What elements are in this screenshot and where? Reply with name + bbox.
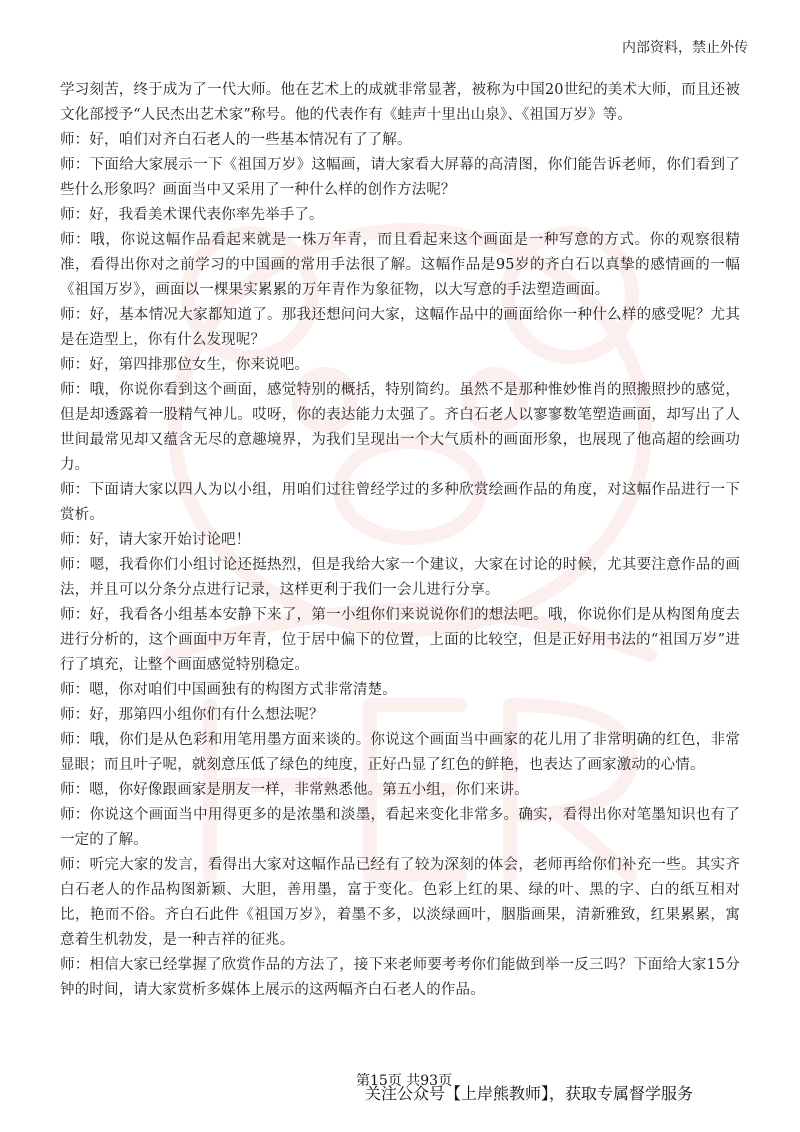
confidential-note: 内部资料，禁止外传 xyxy=(622,40,748,56)
paragraph: 师：好，请大家开始讨论吧！ xyxy=(60,532,251,548)
paragraph: 师：你说这个画面当中用得更多的是浓墨和淡墨，看起来变化非常多。确实，看得出你对笔墨知识也有了一定的了解。 xyxy=(60,807,740,848)
paragraph: 师：相信大家已经掌握了欣赏作品的方法了，接下来老师要考考你们能做到举一反三吗？下面给大家15分钟的时间，请大家赏析多媒体上展示的这两幅齐白石老人的作品。 xyxy=(60,957,740,998)
paragraph: 师：哦，你说这幅作品看起来就是一株万年青，而且看起来这个画面是一种写意的方式。你的观察很精准，看得出你对之前学习的中国画的常用手法很了解。这幅作品是95岁的齐白石以真挚的感情画的一幅《祖国万岁》，画面以一棵果实累累的万年青作为象征物，以大写意的手法塑造画面。 xyxy=(60,232,740,298)
paragraph: 师：好，咱们对齐白石老人的一些基本情况有了了解。 xyxy=(60,132,412,148)
promo-footer: 关注公众号【上岸熊教师】，获取专属督学服务 xyxy=(365,1084,694,1103)
paragraph: 师：下面请大家以四人为以小组，用咱们过往曾经学过的多种欣赏绘画作品的角度，对这幅作品进行一下赏析。 xyxy=(60,482,740,523)
paragraph: 师：好，那第四小组你们有什么想法呢？ xyxy=(60,707,324,723)
document-body xyxy=(60,78,740,1003)
paragraph: 师：哦，你们是从色彩和用笔用墨方面来谈的。你说这个画面当中画家的花儿用了非常明确的红色，非常显眼；而且叶子呢，就刻意压低了绿色的纯度，正好凸显了红色的鲜艳，也表达了画家激动的心情。 xyxy=(60,732,740,773)
paragraph: 师：好，第四排那位女生，你来说吧。 xyxy=(60,357,310,373)
paragraph: 师：好，基本情况大家都知道了。那我还想问问大家，这幅作品中的画面给你一种什么样的感受呢？尤其是在造型上，你有什么发现呢？ xyxy=(60,307,740,348)
paragraph: 师：下面给大家展示一下《祖国万岁》这幅画，请大家看大屏幕的高清图，你们能告诉老师，你们看到了些什么形象吗？画面当中又采用了一种什么样的创作方法呢？ xyxy=(60,157,740,198)
paragraph: 师：听完大家的发言，看得出大家对这幅作品已经有了较为深刻的体会，老师再给你们补充一些。其实齐白石老人的作品构图新颖、大胆，善用墨，富于变化。色彩上红的果、绿的叶、黑的字、白的纸互相对比，艳而不俗。齐白石此件《祖国万岁》，着墨不多，以淡绿画叶，胭脂画果，清新雅致，红果累累，寓意着生机勃发，是一种吉祥的征兆。 xyxy=(60,857,740,948)
paragraph: 师：嗯，我看你们小组讨论还挺热烈，但是我给大家一个建议，大家在讨论的时候，尤其要注意作品的画法，并且可以分条分点进行记录，这样更利于我们一会儿进行分享。 xyxy=(60,557,740,598)
paragraph: 师：好，我看美术课代表你率先举手了。 xyxy=(60,207,324,223)
page-number: 第15页 共93页 xyxy=(356,1073,453,1089)
paragraph: 师：哦，你说你看到这个画面，感觉特别的概括，特别简约。虽然不是那种惟妙惟肖的照搬照抄的感觉，但是却透露着一股精气神儿。哎呀，你的表达能力太强了。齐白石老人以寥寥数笔塑造画面，却写出了人世间最常见却又蕴含无尽的意趣境界，为我们呈现出一个大气质朴的画面形象，也展现了他高超的绘画功力。 xyxy=(60,382,740,473)
paragraph: 师：好，我看各小组基本安静下来了，第一小组你们来说说你们的想法吧。哦，你说你们是从构图角度去进行分析的，这个画面中万年青，位于居中偏下的位置，上面的比较空，但是正好用书法的“祖国万岁”进行了填充，让整个画面感觉特别稳定。 xyxy=(60,607,740,673)
paragraph: 师：嗯，你对咱们中国画独有的构图方式非常清楚。 xyxy=(60,682,397,698)
paragraph: 学习刻苦，终于成为了一代大师。他在艺术上的成就非常显著，被称为中国20世纪的美术大师，而且还被文化部授予“人民杰出艺术家”称号。他的代表作有《蛙声十里出山泉》、《祖国万岁》等。 xyxy=(60,82,740,123)
paragraph: 师：嗯，你好像跟画家是朋友一样，非常熟悉他。第五小组，你们来讲。 xyxy=(60,782,529,798)
